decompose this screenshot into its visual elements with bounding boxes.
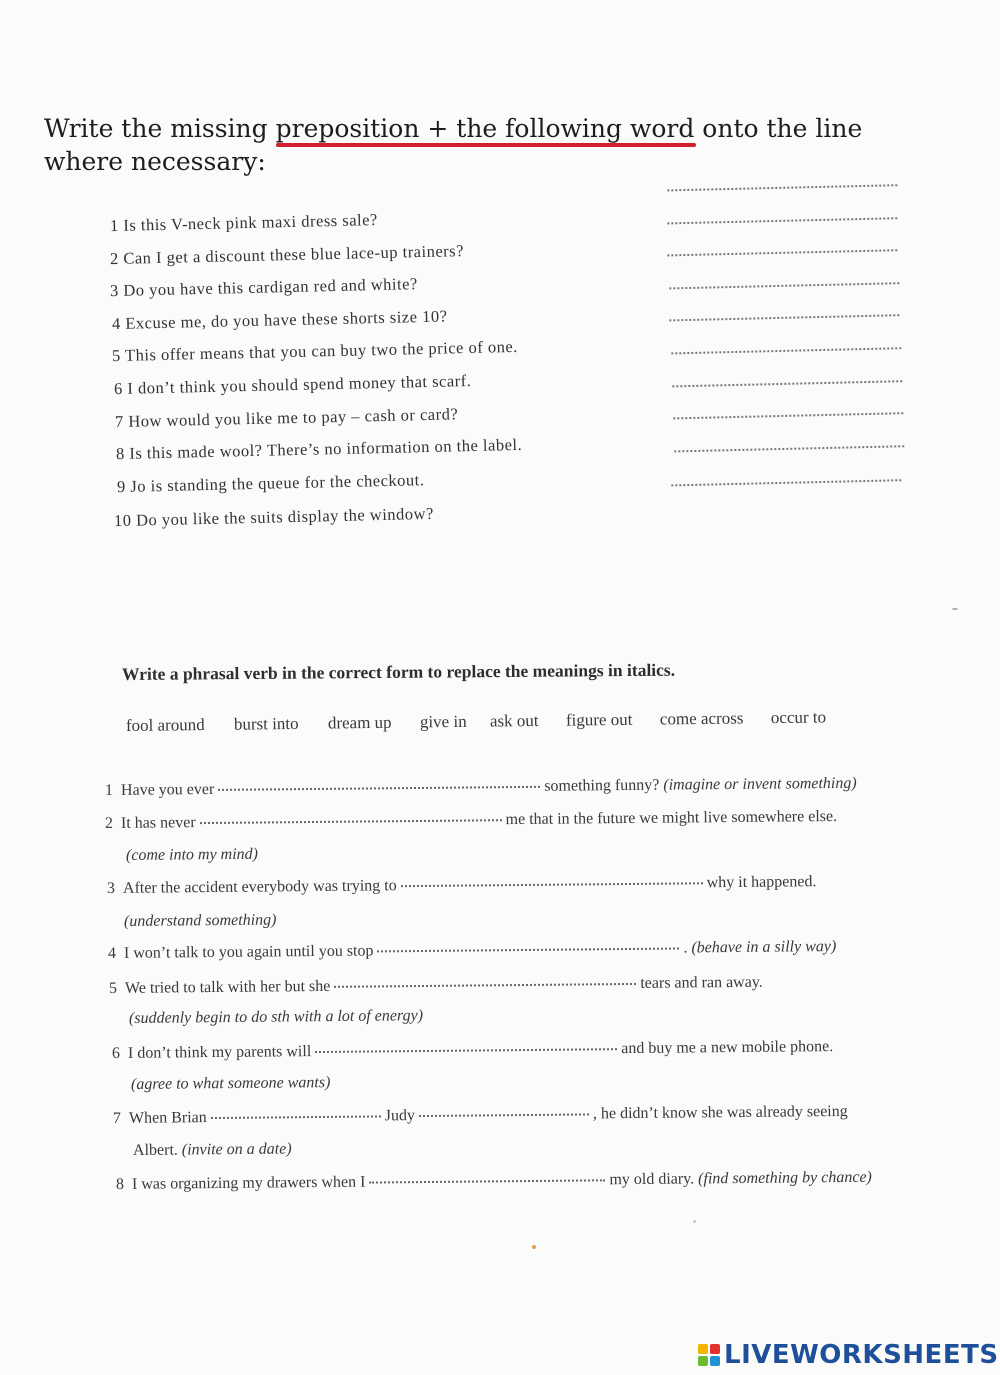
question-text: 6 I don’t think you should spend money that scarf.: [113, 370, 472, 399]
item-text: When Brian: [128, 1109, 207, 1127]
list-item-hint-line: [129, 1007, 423, 1028]
scan-speck: [532, 1245, 536, 1249]
answer-blank[interactable]: [218, 786, 540, 791]
item-text: me that in the future we might live somewhere else.: [505, 807, 838, 829]
word-bank: [126, 707, 866, 750]
answer-blank[interactable]: [401, 882, 703, 887]
item-text: After the accident everybody was trying to: [122, 877, 397, 897]
question-text: 5 This offer means that you can buy two the price of one.: [111, 336, 519, 366]
answer-blank[interactable]: [334, 983, 636, 988]
question-text: 7 How would you like me to pay – cash or card?: [114, 404, 459, 432]
item-hint: (invite on a date): [181, 1140, 292, 1159]
answer-blank[interactable]: [200, 819, 502, 824]
item-hint: (suddenly begin to do sth with a lot of energy): [128, 1007, 424, 1027]
item-text: Judy: [384, 1107, 416, 1125]
word-bank-item: burst into: [233, 713, 299, 734]
list-item-hint-line: [124, 912, 277, 931]
item-hint: (find something by chance): [698, 1168, 872, 1188]
item-text: something funny?: [544, 776, 660, 795]
item-number: 4: [107, 944, 117, 962]
brand-name: LIVEWORKSHEETS: [724, 1340, 999, 1370]
item-text: , he didn’t know she was already seeing: [592, 1102, 848, 1123]
instruction-underlined: preposition + the following word: [275, 114, 695, 143]
scan-speck: [952, 608, 958, 610]
answer-blank[interactable]: [419, 1113, 589, 1117]
word-bank-item: dream up: [327, 712, 392, 733]
list-item-hint-line: [131, 1074, 331, 1094]
instruction-suffix: onto the line: [694, 114, 863, 143]
item-hint: (imagine or invent something): [663, 774, 857, 794]
question-text: 2 Can I get a discount these blue lace-up trainers?: [109, 241, 465, 269]
item-number: 5: [108, 979, 118, 997]
item-text: It has never: [120, 814, 196, 832]
word-bank-item: give in: [419, 711, 467, 732]
question-text: 3 Do you have this cardigan red and white?: [109, 274, 418, 301]
scan-speck: [693, 1220, 696, 1223]
item-text: tears and ran away.: [640, 973, 763, 992]
list-item-hint-line: [126, 846, 258, 865]
item-hint: (understand something): [123, 911, 277, 930]
item-number: 8: [115, 1175, 125, 1193]
item-text: .: [683, 939, 688, 957]
word-bank-item: figure out: [565, 709, 633, 730]
item-number: 2: [104, 814, 114, 832]
item-text: Albert.: [132, 1141, 178, 1159]
list-item: [116, 1169, 872, 1194]
question-text: 1 Is this V-neck pink maxi dress sale?: [109, 210, 378, 236]
list-item: [105, 775, 857, 800]
list-item: [108, 938, 836, 963]
item-text: my old diary.: [609, 1170, 695, 1189]
word-bank-item: come across: [659, 708, 744, 729]
item-text: I won’t talk to you again until you stop: [123, 942, 374, 962]
question-text: 4 Excuse me, do you have these shorts size 10?: [111, 306, 448, 334]
list-item: [107, 873, 817, 898]
exercise1-instruction: [44, 112, 944, 178]
answer-line[interactable]: [667, 184, 897, 191]
instruction-prefix: Write the missing: [44, 114, 276, 143]
item-text: We tried to talk with her but she: [124, 977, 331, 997]
item-text: I was organizing my drawers when I: [131, 1173, 366, 1193]
item-hint: (behave in a silly way): [691, 938, 837, 957]
item-text: why it happened.: [706, 873, 817, 892]
question-text: 8 Is this made wool? There’s no information on the label.: [115, 434, 523, 464]
question-text: 9 Jo is standing the queue for the checkout.: [116, 470, 425, 497]
item-number: 6: [111, 1044, 121, 1062]
item-text: I don’t think my parents will: [127, 1043, 312, 1062]
item-text: Have you ever: [120, 780, 215, 799]
list-item: [113, 1103, 848, 1128]
answer-blank[interactable]: [369, 1179, 605, 1183]
list-item: [109, 974, 763, 998]
answer-blank[interactable]: [315, 1048, 617, 1053]
item-hint: (agree to what someone wants): [130, 1074, 331, 1093]
question-text: 10 Do you like the suits display the window?: [113, 503, 435, 531]
liveworksheets-logo-icon: [698, 1344, 720, 1366]
exercise2-instruction: Write a phrasal verb in the correct form to replace the meanings in italics.: [121, 659, 676, 684]
list-item: [105, 808, 837, 833]
answer-blank[interactable]: [377, 948, 679, 953]
word-bank-item: fool around: [125, 715, 205, 735]
word-bank-item: ask out: [489, 710, 539, 731]
liveworksheets-logo[interactable]: [698, 1340, 999, 1370]
item-number: 1: [104, 781, 114, 799]
item-text: and buy me a new mobile phone.: [621, 1038, 834, 1058]
instruction-line2: where necessary:: [44, 147, 266, 176]
word-bank-item: occur to: [770, 707, 827, 728]
item-number: 3: [106, 879, 116, 897]
item-number: 7: [112, 1109, 122, 1127]
answer-blank[interactable]: [211, 1115, 381, 1119]
list-item-continuation: [133, 1140, 292, 1160]
list-item: [112, 1038, 833, 1063]
item-hint: (come into my mind): [125, 845, 259, 864]
